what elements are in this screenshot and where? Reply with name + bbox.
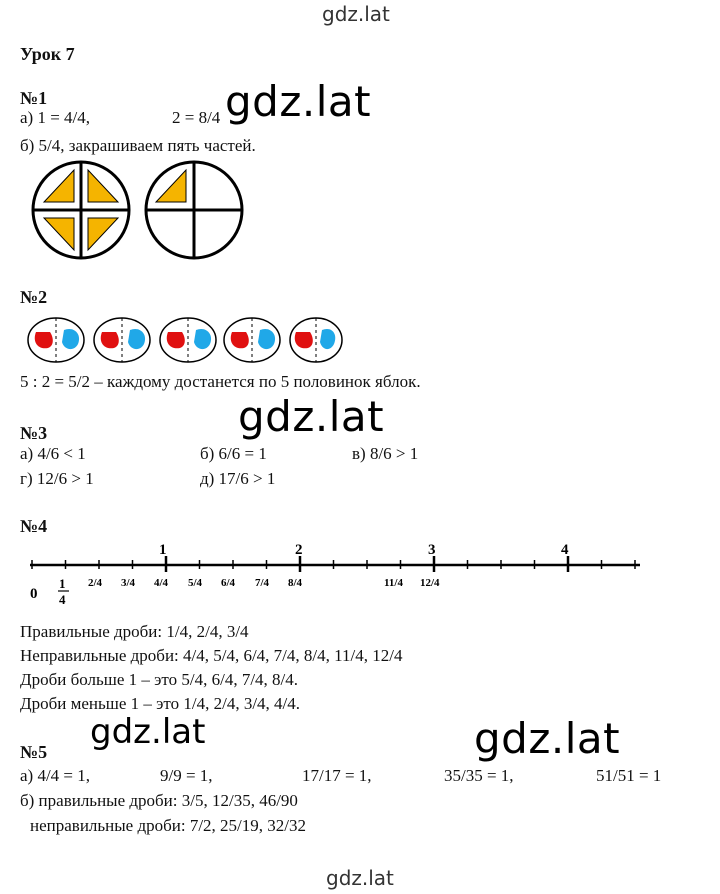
task2-line: 5 : 2 = 5/2 – каждому достанется по 5 половинок яблок. (20, 372, 421, 391)
task5-a-5: 51/51 = 1 (596, 766, 662, 785)
nl-label-12-4: 12/4 (420, 577, 440, 589)
task5-a-1: а) 4/4 = 1, (20, 766, 91, 785)
task1-line-a-2: 2 = 8/4 (172, 108, 221, 127)
watermark-2: gdz.lat (238, 392, 385, 441)
circle-diagram-full (28, 162, 138, 262)
task1-line-a-1: а) 1 = 4/4, (20, 108, 91, 127)
task3-item-d: д) 17/6 > 1 (200, 469, 276, 488)
task1-line-b: б) 5/4, закрашиваем пять частей. (20, 136, 256, 155)
nl-major-3: 3 (428, 542, 436, 558)
number-line (28, 536, 648, 616)
nl-label-5-4: 5/4 (188, 577, 203, 589)
task1-header: №1 (20, 88, 48, 108)
watermark-bottom: gdz.lat (326, 866, 394, 890)
watermark-1: gdz.lat (225, 77, 372, 126)
watermark-top: gdz.lat (322, 2, 390, 26)
apple-1 (28, 318, 84, 362)
task5-line-c: неправильные дроби: 7/2, 25/19, 32/32 (30, 816, 307, 835)
task3-item-b: б) 6/6 = 1 (200, 444, 267, 463)
nl-zero: 0 (30, 586, 38, 602)
nl-label-3-4: 3/4 (121, 577, 136, 589)
task3-item-v: в) 8/6 > 1 (352, 444, 419, 463)
apple-4 (224, 318, 280, 362)
nl-major-2: 2 (295, 542, 303, 558)
nl-label-4-4: 4/4 (154, 577, 169, 589)
apple-5 (290, 318, 342, 362)
task4-line-4: Дроби меньше 1 – это 1/4, 2/4, 3/4, 4/4. (20, 694, 301, 713)
apples-row (24, 312, 364, 372)
lesson-title: Урок 7 (20, 44, 75, 64)
task5-a-4: 35/35 = 1, (444, 766, 514, 785)
task5-header: №5 (20, 742, 48, 762)
task3-item-g: г) 12/6 > 1 (20, 469, 94, 488)
task4-line-3: Дроби больше 1 – это 5/4, 6/4, 7/4, 8/4. (20, 670, 299, 689)
task4-line-2: Неправильные дроби: 4/4, 5/4, 6/4, 7/4, 8/4, 11/4, 12/4 (20, 646, 403, 665)
task5-line-b: б) правильные дроби: 3/5, 12/35, 46/90 (20, 791, 298, 810)
task3-header: №3 (20, 423, 48, 443)
watermark-3: gdz.lat (90, 712, 206, 752)
nl-label-6-4: 6/4 (221, 577, 236, 589)
watermark-4: gdz.lat (474, 714, 621, 763)
task3-item-a: а) 4/6 < 1 (20, 444, 86, 463)
task5-a-2: 9/9 = 1, (160, 766, 213, 785)
task4-header: №4 (20, 516, 48, 536)
circle-diagram-quarter (144, 162, 254, 262)
task4-line-1: Правильные дроби: 1/4, 2/4, 3/4 (20, 622, 249, 641)
apple-2 (94, 318, 150, 362)
nl-label-2-4: 2/4 (88, 577, 103, 589)
apple-3 (160, 318, 216, 362)
nl-quarter-den: 4 (59, 592, 66, 607)
nl-label-7-4: 7/4 (255, 577, 270, 589)
task2-header: №2 (20, 287, 48, 307)
task5-a-3: 17/17 = 1, (302, 766, 372, 785)
nl-label-8-4: 8/4 (288, 577, 303, 589)
nl-major-4: 4 (561, 542, 569, 558)
nl-label-11-4: 11/4 (384, 577, 403, 589)
nl-quarter-num: 1 (59, 576, 66, 591)
nl-major-1: 1 (159, 542, 167, 558)
